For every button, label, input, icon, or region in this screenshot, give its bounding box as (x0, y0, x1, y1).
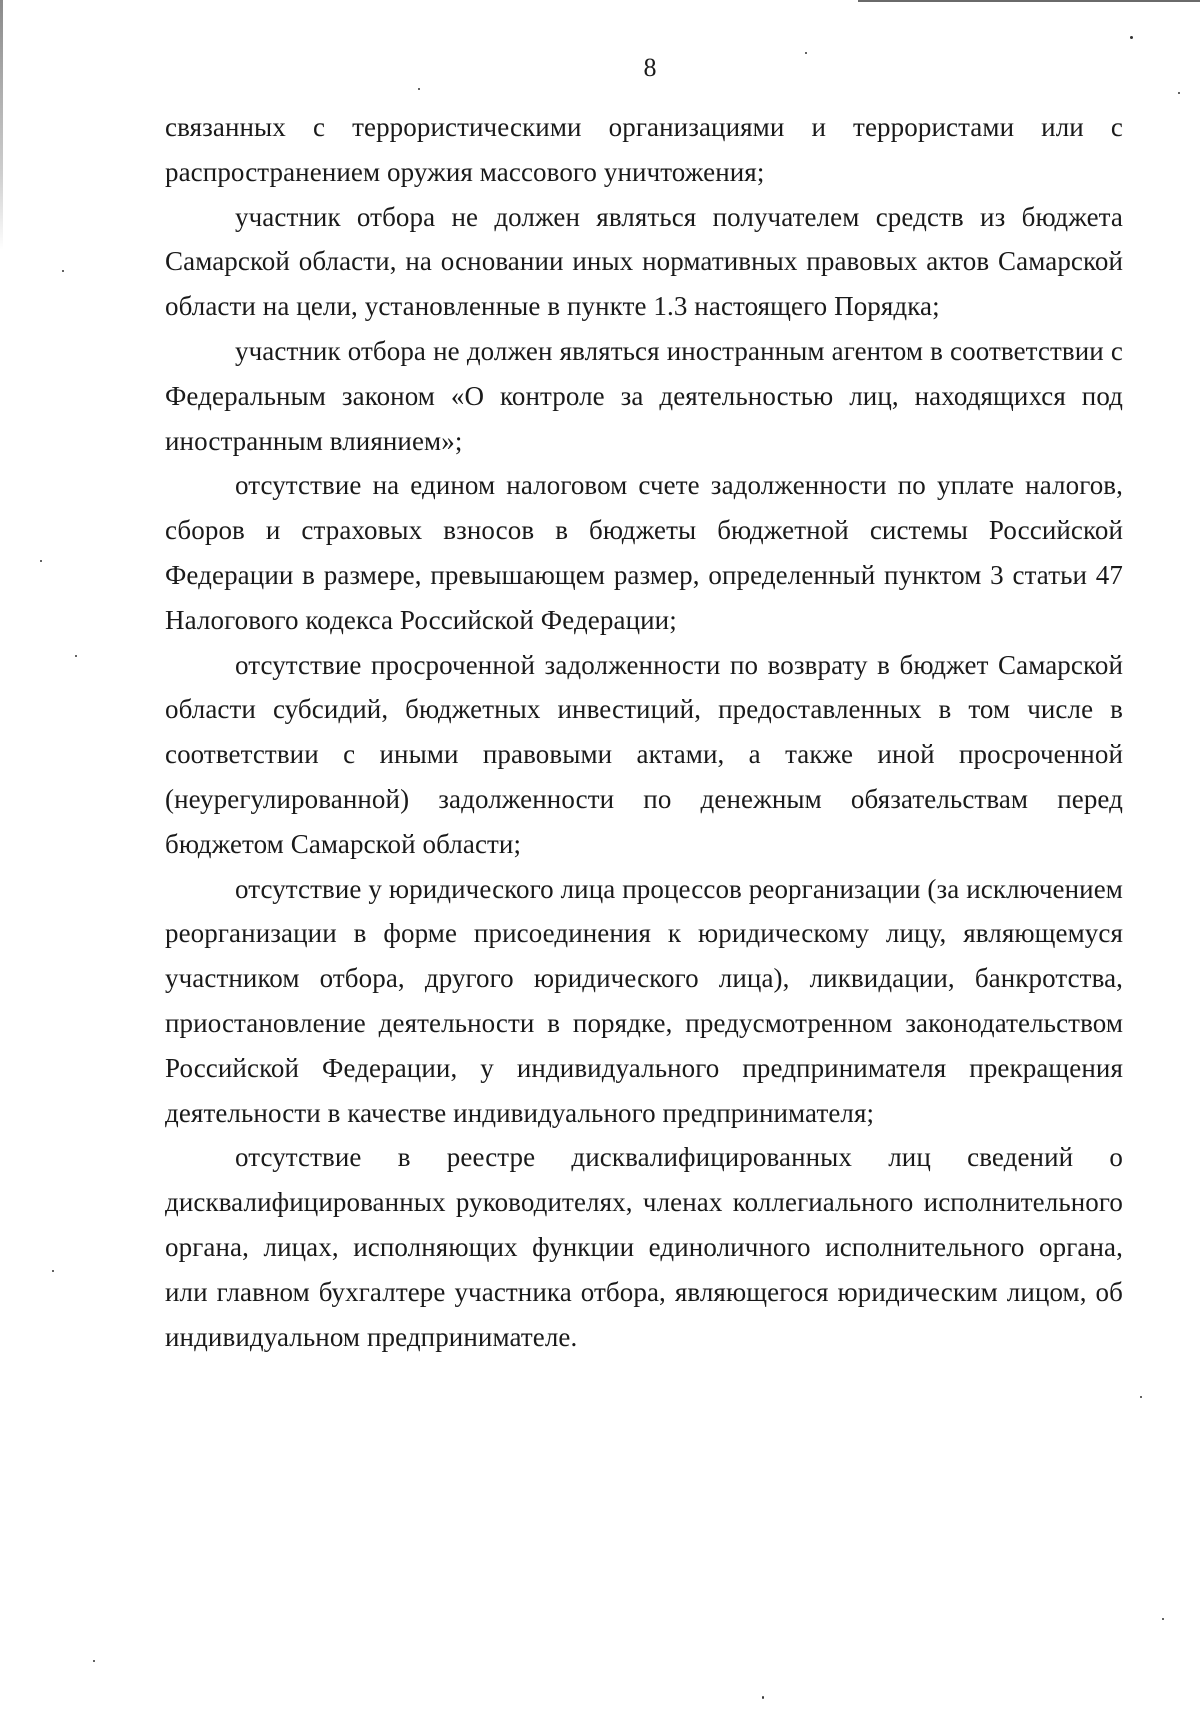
scan-speck (52, 1270, 54, 1272)
scan-speck (75, 655, 77, 657)
scan-edge-left (0, 0, 3, 250)
paragraph-continuation: связанных с террористическими организациями и террористами или с распространением оружия массового уничтожения; (165, 112, 1123, 187)
scan-speck (93, 1660, 95, 1662)
scan-edge-top (858, 0, 1200, 2)
scan-speck (62, 270, 64, 272)
scan-speck (1140, 1396, 1142, 1398)
paragraph-reorganization: отсутствие у юридического лица процессов реорганизации (за исключением реорганизации в форме присоединения к юридическому лицу, являющемуся участником отбора, другого юридического лица), ликвидации, банкротства, приостановление деятельности в порядке, предусмотренном законодательством Российской Федерации, у индивидуального предпринимателя прекращения деятельности в качестве индивидуального предпринимателя; (165, 873, 1123, 1128)
scan-speck (762, 1696, 764, 1699)
paragraph-tax-debt: отсутствие на едином налоговом счете задолженности по уплате налогов, сборов и страховых взносов в бюджеты бюджетной системы Российской Федерации в размере, превышающем размер, определенный пунктом 3 статьи 47 Налогового кодекса Российской Федерации; (165, 470, 1123, 635)
scan-speck (1130, 36, 1133, 39)
scan-speck (1162, 1618, 1164, 1620)
page-number: 8 (643, 53, 657, 82)
paragraph-disqualified-persons: отсутствие в реестре дисквалифицированных лиц сведений о дисквалифицированных руководителях, членах коллегиального исполнительного органа, лицах, исполняющих функции единоличного исполнительного органа, или главном бухгалтере участника отбора, являющегося юридическим лицом, об индивидуальном предпринимателе. (165, 1142, 1123, 1352)
paragraph-overdue-debt: отсутствие просроченной задолженности по возврату в бюджет Самарской области субсидий, бюджетных инвестиций, предоставленных в том числе в соответствии с иными правовыми актами, а также иной просроченной (неурегулированной) задолженности по денежным обязательствам перед бюджетом Самарской области; (165, 649, 1123, 859)
scan-speck (418, 88, 420, 90)
paragraph-budget-recipient: участник отбора не должен являться получателем средств из бюджета Самарской области, на основании иных нормативных правовых актов Самарской области на цели, установленные в пункте 1.3 настоящего Порядка; (165, 201, 1123, 322)
scan-speck (40, 560, 42, 562)
scan-speck (1178, 92, 1180, 94)
paragraph-foreign-agent: участник отбора не должен являться иностранным агентом в соответствии с Федеральным законом «О контроле за деятельностью лиц, находящихся под иностранным влиянием»; (165, 335, 1123, 456)
document-body (165, 105, 1123, 1359)
